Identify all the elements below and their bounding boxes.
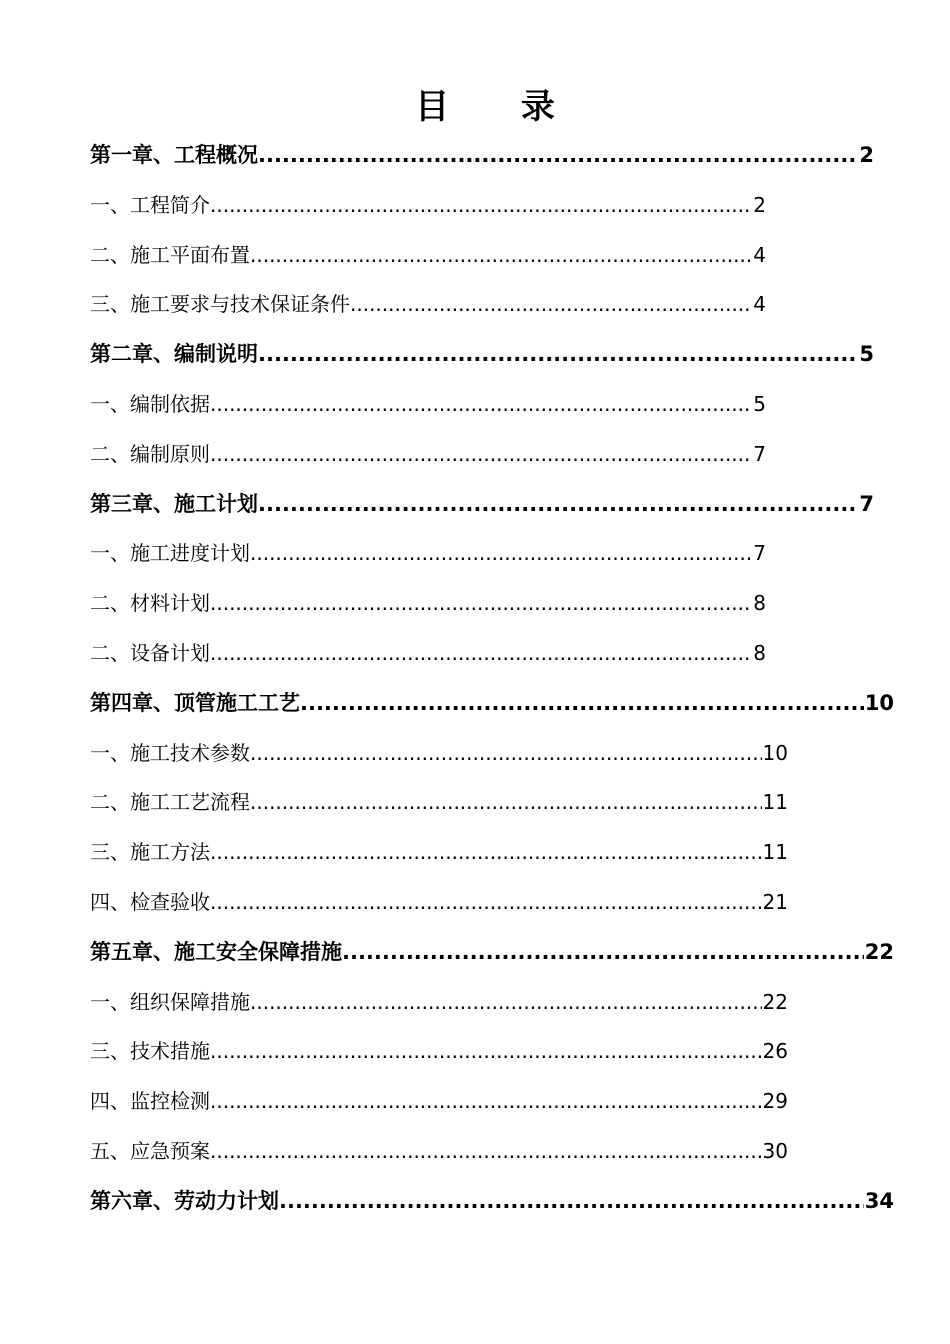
toc-entry-label: 第一章、工程概况 (90, 143, 258, 167)
toc-leader-dots (210, 629, 752, 679)
toc-page-number: 21 (762, 889, 788, 914)
toc-page-number: 11 (762, 790, 788, 815)
toc-leader-dots (350, 280, 752, 330)
toc-leader-dots (258, 131, 858, 181)
toc-section-entry[interactable] (90, 231, 766, 281)
toc-leader-dots (258, 480, 858, 530)
toc-leader-dots (250, 778, 762, 828)
toc-entry-label: 一、施工进度计划 (90, 541, 250, 566)
toc-entry-label: 第五章、施工安全保障措施 (90, 939, 342, 964)
toc-section-entry[interactable] (90, 529, 766, 579)
toc-leader-dots (210, 579, 752, 629)
toc-entry-label: 三、施工方法 (90, 840, 210, 865)
toc-entry-label: 五、应急预案 (90, 1138, 210, 1163)
toc-page-number: 22 (762, 989, 788, 1014)
toc-entry-label: 四、检查验收 (90, 889, 210, 914)
toc-page-number: 7 (859, 491, 874, 516)
toc-page-number: 10 (762, 740, 788, 765)
toc-entry-label: 二、施工工艺流程 (90, 790, 250, 815)
toc-entry-label: 第三章、施工计划 (90, 491, 258, 516)
toc-section-entry[interactable] (90, 1127, 788, 1177)
toc-chapter-entry[interactable] (90, 679, 894, 729)
toc-section-entry[interactable] (90, 878, 788, 928)
toc-section-entry[interactable] (90, 430, 766, 480)
toc-entry-label: 第二章、编制说明 (90, 342, 258, 367)
toc-list (90, 131, 894, 1227)
toc-leader-dots (210, 878, 762, 928)
toc-entry-label: 一、组织保障措施 (90, 989, 250, 1014)
toc-leader-dots (300, 679, 864, 729)
toc-page-number: 5 (859, 342, 874, 367)
toc-chapter-entry[interactable] (90, 1177, 894, 1227)
toc-entry-label: 二、编制原则 (90, 441, 210, 466)
toc-section-entry[interactable] (90, 1027, 788, 1077)
toc-entry-label: 第六章、劳动力计划 (90, 1188, 279, 1213)
toc-page-number: 2 (859, 143, 874, 167)
toc-page-number: 4 (753, 292, 766, 317)
toc-leader-dots (342, 928, 864, 978)
toc-section-entry[interactable] (90, 1077, 788, 1127)
toc-page-number: 8 (753, 591, 766, 616)
toc-entry-label: 第四章、顶管施工工艺 (90, 690, 300, 715)
toc-page-number: 4 (753, 242, 766, 267)
toc-leader-dots (258, 330, 858, 380)
toc-title: 目 录 (415, 87, 585, 127)
toc-chapter-entry[interactable] (90, 131, 874, 181)
toc-chapter-entry[interactable] (90, 480, 874, 530)
toc-leader-dots (210, 828, 762, 878)
toc-leader-dots (250, 529, 752, 579)
toc-page-number: 7 (753, 541, 766, 566)
toc-entry-label: 三、技术措施 (90, 1039, 210, 1064)
toc-page-number: 10 (864, 690, 894, 715)
toc-section-entry[interactable] (90, 280, 766, 330)
toc-page-number: 34 (864, 1188, 894, 1213)
toc-page-number: 2 (753, 192, 766, 217)
toc-page-number: 29 (762, 1089, 788, 1114)
toc-section-entry[interactable] (90, 828, 788, 878)
toc-section-entry[interactable] (90, 380, 766, 430)
toc-entry-label: 二、材料计划 (90, 591, 210, 616)
toc-entry-label: 一、施工技术参数 (90, 740, 250, 765)
toc-page-number: 26 (762, 1039, 788, 1064)
toc-section-entry[interactable] (90, 181, 766, 231)
toc-entry-label: 四、监控检测 (90, 1089, 210, 1114)
toc-leader-dots (210, 1077, 762, 1127)
toc-leader-dots (250, 978, 762, 1028)
toc-leader-dots (210, 1027, 762, 1077)
toc-leader-dots (279, 1177, 864, 1227)
toc-page-number: 8 (753, 640, 766, 665)
toc-leader-dots (250, 729, 762, 779)
toc-section-entry[interactable] (90, 629, 766, 679)
toc-section-entry[interactable] (90, 978, 788, 1028)
toc-section-entry[interactable] (90, 778, 788, 828)
toc-leader-dots (210, 181, 752, 231)
toc-chapter-entry[interactable] (90, 330, 874, 380)
toc-page-number: 22 (864, 939, 894, 964)
toc-chapter-entry[interactable] (90, 928, 894, 978)
toc-leader-dots (210, 380, 752, 430)
toc-page-number: 7 (753, 441, 766, 466)
toc-page-number: 30 (762, 1138, 788, 1163)
toc-entry-label: 三、施工要求与技术保证条件 (90, 292, 350, 317)
toc-leader-dots (210, 430, 752, 480)
toc-entry-label: 二、设备计划 (90, 640, 210, 665)
toc-section-entry[interactable] (90, 579, 766, 629)
toc-leader-dots (250, 231, 752, 281)
toc-entry-label: 一、编制依据 (90, 391, 210, 416)
toc-entry-label: 一、工程简介 (90, 192, 210, 217)
toc-page-number: 5 (753, 391, 766, 416)
toc-section-entry[interactable] (90, 729, 788, 779)
toc-entry-label: 二、施工平面布置 (90, 242, 250, 267)
toc-page-number: 11 (762, 840, 788, 865)
toc-leader-dots (210, 1127, 762, 1177)
